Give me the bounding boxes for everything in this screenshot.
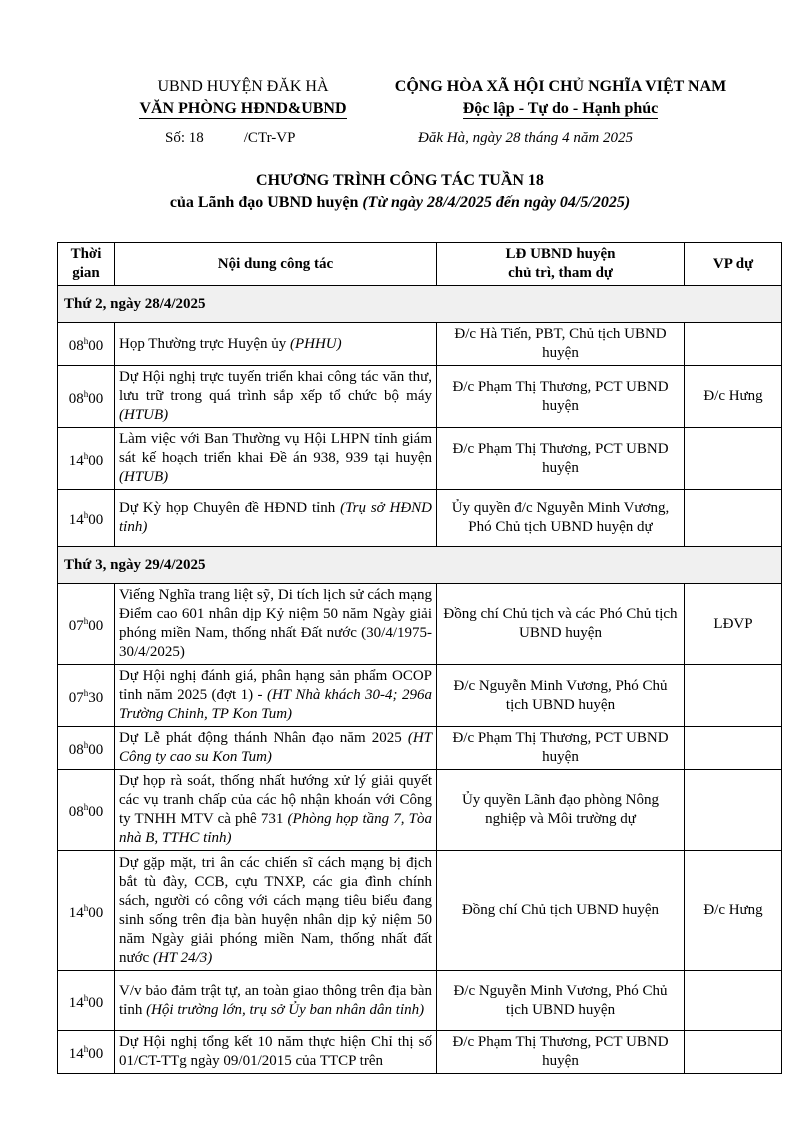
national-name: CỘNG HÒA XÃ HỘI CHỦ NGHĨA VIỆT NAM [394,78,727,95]
time-hour: 08 [68,338,84,354]
content-cell [115,428,437,490]
content-cell [115,971,437,1031]
day-row [58,286,782,323]
time-hour: 08 [68,804,84,820]
lead-cell: Đ/c Phạm Thị Thương, PCT UBND huyện [437,1031,685,1074]
content-cell [115,665,437,727]
time-hour-mark: h [83,1044,89,1054]
time-hour-mark: h [83,616,89,626]
time-minute: 00 [88,390,104,407]
time-cell [58,366,115,428]
issuer-office: VĂN PHÒNG HĐND&UBND [139,100,347,117]
vp-cell [685,1031,782,1074]
time-cell [58,851,115,971]
table-header-row [58,243,782,286]
schedule-table [57,242,782,1074]
header-lead-line1: LĐ UBND huyện [505,246,616,262]
content-location-note: (HT Nhà khách 30-4; 296a Trường Chinh, TP Kon Tum) [119,687,432,722]
lead-cell: Đ/c Phạm Thị Thương, PCT UBND huyện [437,727,685,770]
time-hour: 14 [68,994,84,1011]
content-location-note: (PHHU) [289,335,342,352]
content-text: Dự Hội nghị đánh giá, phân hạng sản phẩm OCOP tỉnh năm 2025 (đợt 1) - [119,668,432,703]
content-text: Dự Lễ phát động thánh Nhân đạo năm 2025 [119,730,408,746]
vp-cell [685,971,782,1031]
lead-cell: Ủy quyền đ/c Nguyễn Minh Vương, Phó Chủ tịch UBND huyện dự [437,490,685,547]
time-hour-mark: h [83,687,89,698]
vp-cell [685,665,782,727]
time-minute: 00 [88,618,104,634]
table-row [58,727,782,770]
table-row [58,366,782,428]
table-row [58,323,782,366]
vp-cell [685,323,782,366]
table-row [58,1031,782,1074]
time-hour: 14 [68,512,84,528]
document-date: Đăk Hà, ngày 28 tháng 4 năm 2025 [418,130,633,146]
content-cell [115,1031,437,1074]
time-minute: 00 [88,904,104,921]
issuer-block [128,76,358,120]
day-row [58,547,782,584]
time-cell [58,971,115,1031]
table-row [58,584,782,665]
time-hour-mark: h [83,450,89,461]
time-hour-mark: h [83,902,89,913]
table-row [58,770,782,851]
time-cell [58,490,115,547]
time-hour-mark: h [83,802,89,812]
time-hour-mark: h [83,510,89,520]
vp-cell [685,490,782,547]
vp-cell [685,428,782,490]
vp-cell [685,770,782,851]
national-heading [383,76,738,120]
content-text: Dự họp rà soát, thống nhất hướng xử lý giải quyết các vụ tranh chấp của các hộ nhận khoán với Công ty TNHH MTV cà phê 731 [119,773,432,827]
header-lead-line2: chủ trì, tham dự [508,265,613,281]
time-minute: 00 [88,452,104,469]
lead-cell: Đ/c Phạm Thị Thương, PCT UBND huyện [437,366,685,428]
time-hour-mark: h [83,336,89,346]
content-text: Họp Thường trực Huyện ủy [119,335,290,352]
time-hour: 07 [68,689,84,706]
content-text: Làm việc với Ban Thường vụ Hội LHPN tỉnh giám sát kế hoạch triển khai Đề án 938, 939 tại huyện [119,431,432,466]
time-hour: 14 [68,452,84,469]
time-hour: 07 [68,618,84,634]
lead-cell: Đ/c Hà Tiến, PBT, Chủ tịch UBND huyện [437,323,685,366]
content-cell [115,727,437,770]
lead-cell: Đồng chí Chủ tịch và các Phó Chủ tịch UBND huyện [437,584,685,665]
document-number [165,130,295,147]
time-minute: 30 [88,689,104,706]
document-subtitle [0,194,800,212]
time-minute: 00 [88,512,104,528]
header-lead [437,243,685,286]
time-hour-mark: h [83,388,89,399]
time-cell [58,428,115,490]
content-location-note: (HT Công ty cao su Kon Tum) [119,730,432,765]
vp-cell: Đ/c Hưng [685,851,782,971]
time-cell [58,323,115,366]
header-content: Nội dung công tác [115,243,437,286]
content-text: Viếng Nghĩa trang liệt sỹ, Di tích lịch sử cách mạng Điểm cao 601 nhân dịp Kỷ niệm 50 năm Ngày giải phóng miền Nam, thống nhất Đất nước (30/4/1975-30/4/2025) [119,587,432,660]
time-minute: 00 [88,994,104,1011]
lead-cell: Đ/c Nguyễn Minh Vương, Phó Chủ tịch UBND huyện [437,665,685,727]
day-label: Thứ 2, ngày 28/4/2025 [58,286,782,323]
time-hour: 14 [68,904,84,921]
content-text: Dự Hội nghị tổng kết 10 năm thực hiện Chỉ thị số 01/CT-TTg ngày 09/01/2015 của TTCP trên [119,1034,432,1069]
content-text: Dự Kỳ họp Chuyên đề HĐND tỉnh [119,500,341,516]
time-cell [58,770,115,851]
content-location-note: (Phòng họp tầng 7, Tòa nhà B, TTHC tỉnh) [119,811,432,846]
time-hour-mark: h [83,992,89,1003]
time-minute: 00 [88,804,104,820]
time-hour: 14 [68,1046,84,1062]
time-hour: 08 [68,742,84,758]
table-row [58,971,782,1031]
table-row [58,851,782,971]
lead-cell: Đ/c Phạm Thị Thương, PCT UBND huyện [437,428,685,490]
subtitle-date-range: (Từ ngày 28/4/2025 đến ngày 04/5/2025) [362,194,631,211]
content-location-note: (HT 24/3) [152,949,213,966]
lead-cell: Đồng chí Chủ tịch UBND huyện [437,851,685,971]
content-cell [115,366,437,428]
time-hour: 08 [68,390,84,407]
time-minute: 00 [88,742,104,758]
document-title: CHƯƠNG TRÌNH CÔNG TÁC TUẦN 18 [256,172,544,189]
content-cell [115,490,437,547]
content-text: Dự Hội nghị trực tuyến triển khai công tác văn thư, lưu trữ trong quá trình sắp xếp tổ chức bộ máy [119,369,432,404]
number-label: Số: 18 [165,130,204,146]
number-suffix: /CTr-VP [243,130,296,146]
table-row [58,428,782,490]
national-motto: Độc lập - Tự do - Hạnh phúc [462,100,659,117]
content-cell [115,323,437,366]
time-minute: 00 [88,1046,104,1062]
issuer-district: UBND HUYỆN ĐĂK HÀ [157,78,329,95]
table-row [58,665,782,727]
content-location-note: (HTUB) [119,469,169,485]
time-minute: 00 [88,338,104,354]
vp-cell: Đ/c Hưng [685,366,782,428]
content-location-note: (HTUB) [119,407,169,423]
subtitle-prefix: của Lãnh đạo UBND huyện [169,194,363,211]
time-cell [58,727,115,770]
time-cell [58,584,115,665]
vp-cell [685,727,782,770]
lead-cell: Đ/c Nguyễn Minh Vương, Phó Chủ tịch UBND huyện [437,971,685,1031]
content-location-note: (Trụ sở HĐND tỉnh) [119,500,433,535]
content-cell [115,770,437,851]
table-row [58,490,782,547]
header-time: Thời gian [58,243,115,286]
content-cell [115,584,437,665]
time-cell [58,665,115,727]
time-cell [58,1031,115,1074]
content-text: V/v bảo đảm trật tự, an toàn giao thông trên địa bàn tỉnh [119,982,432,1018]
vp-cell: LĐVP [685,584,782,665]
content-location-note: (Hội trường lớn, trụ sở Ủy ban nhân dân tỉnh) [146,1001,425,1018]
content-text: Dự gặp mặt, tri ân các chiến sĩ cách mạng bị địch bắt tù đày, CCB, cựu TNXP, các gia đình chính sách, người có công với cách mạng tiêu biểu đang sinh sống trên địa bàn huyện nhân dịp kỷ niệm 50 năm Ngày giải phóng miền Nam, thống nhất đất nước [119,854,432,966]
time-hour-mark: h [83,740,89,750]
content-cell [115,851,437,971]
day-label: Thứ 3, ngày 29/4/2025 [58,547,782,584]
header-vp: VP dự [685,243,782,286]
lead-cell: Ủy quyền Lãnh đạo phòng Nông nghiệp và Môi trường dự [437,770,685,851]
